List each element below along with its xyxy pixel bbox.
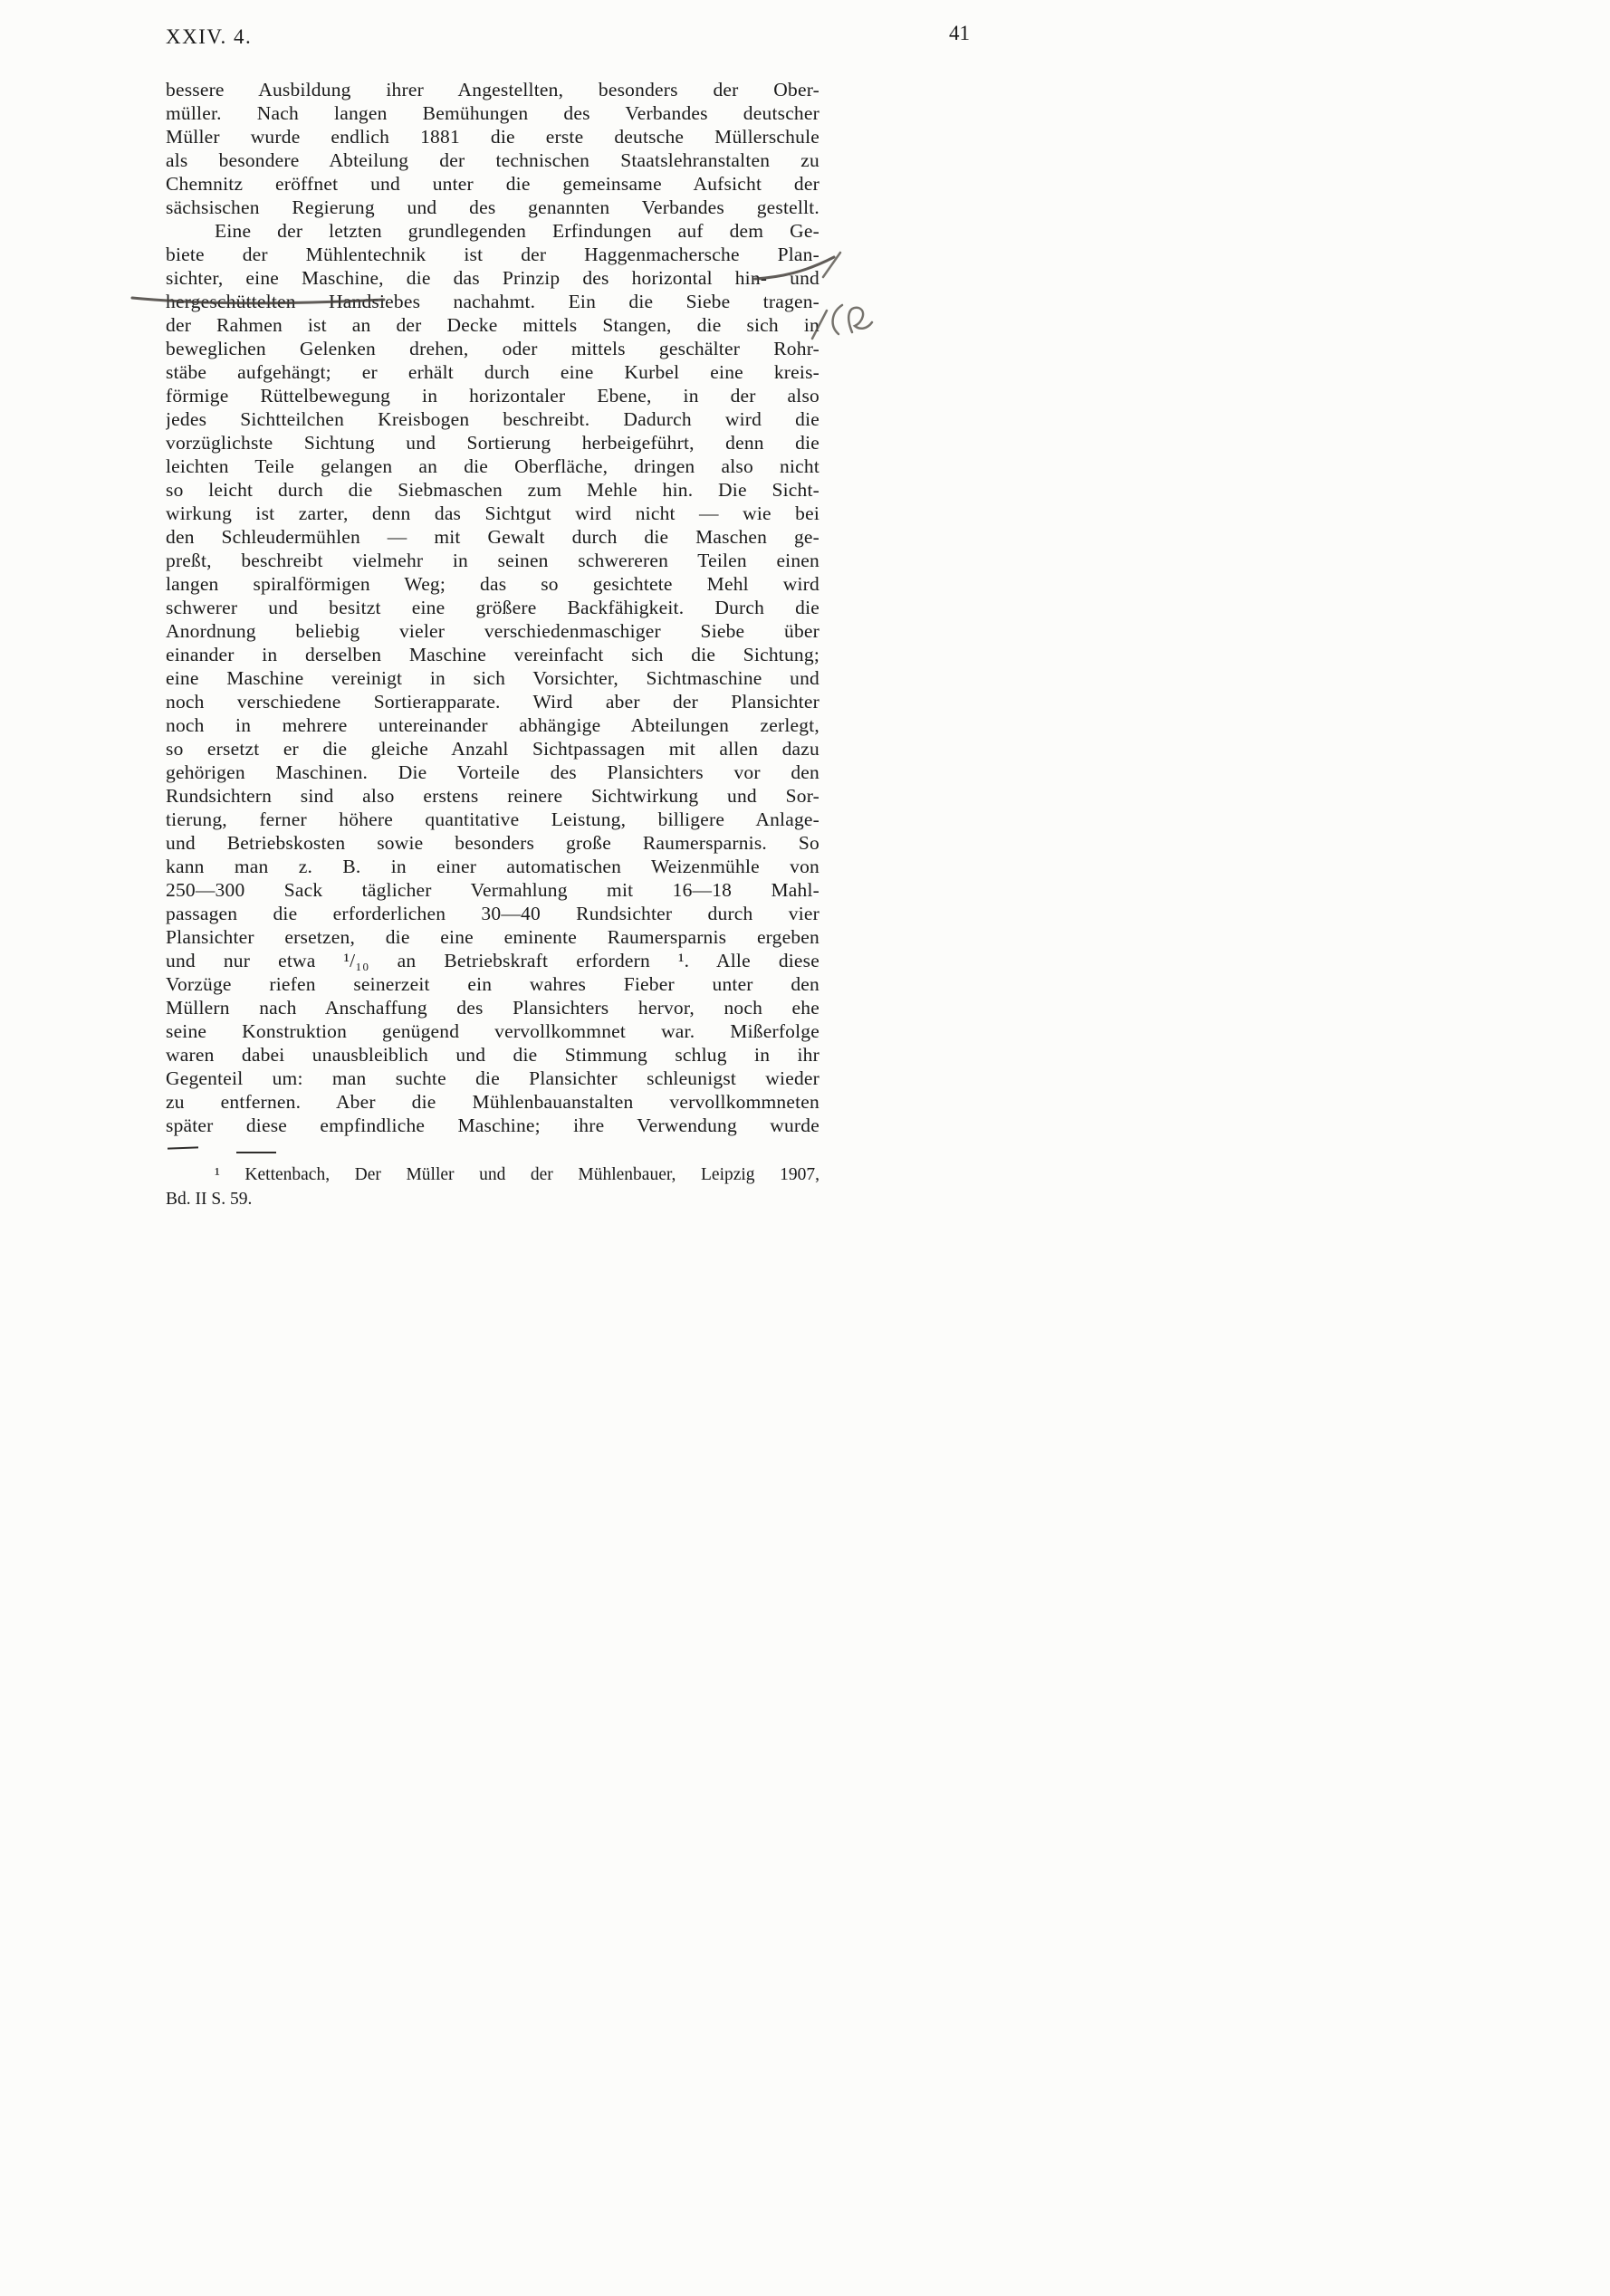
footnote-separator-rule	[168, 1146, 198, 1149]
text-line: schwerer und besitzt eine größere Backfähigkeit. Durch die	[166, 597, 819, 618]
text-line: noch verschiedene Sortierapparate. Wird aber der Plansichter	[166, 691, 819, 713]
text-line: beweglichen Gelenken drehen, oder mittels geschälter Rohr-	[166, 338, 819, 359]
text-line: so leicht durch die Siebmaschen zum Mehle hin. Die Sicht-	[166, 479, 819, 501]
text-line: bessere Ausbildung ihrer Angestellten, besonders der Ober-	[166, 79, 819, 100]
text-line: Chemnitz eröffnet und unter die gemeinsame Aufsicht der	[166, 173, 819, 195]
text-line: biete der Mühlentechnik ist der Haggenmachersche Plan-	[166, 244, 819, 265]
text-line: Rundsichtern sind also erstens reinere Sichtwirkung und Sor-	[166, 785, 819, 807]
text-line: 250—300 Sack täglicher Vermahlung mit 16—18 Mahl-	[166, 879, 819, 901]
text-line: tierung, ferner höhere quantitative Leistung, billigere Anlage-	[166, 808, 819, 830]
text-line: preßt, beschreibt vielmehr in seinen schwereren Teilen einen	[166, 550, 819, 571]
text-line: der Rahmen ist an der Decke mittels Stangen, die sich in	[166, 314, 819, 336]
text-line: seine Konstruktion genügend vervollkommnet war. Mißerfolge	[166, 1020, 819, 1042]
footnote-line: ¹ Kettenbach, Der Müller und der Mühlenbauer, Leipzig 1907,	[215, 1165, 819, 1184]
text-line: Anordnung beliebig vieler verschiedenmaschiger Siebe über	[166, 620, 819, 642]
text-line: Plansichter ersetzen, die eine eminente Raumersparnis ergeben	[166, 926, 819, 948]
text-line: förmige Rüttelbewegung in horizontaler Ebene, in der also	[166, 385, 819, 407]
text-line: später diese empfindliche Maschine; ihre Verwendung wurde	[166, 1115, 819, 1136]
text-line: den Schleudermühlen — mit Gewalt durch die Maschen ge-	[166, 526, 819, 548]
running-header: XXIV. 4.	[166, 25, 253, 48]
text-line: Müller wurde endlich 1881 die erste deutsche Müllerschule	[166, 126, 819, 148]
text-line: gehörigen Maschinen. Die Vorteile des Plansichters vor den	[166, 761, 819, 783]
text-line: noch in mehrere untereinander abhängige Abteilungen zerlegt,	[166, 714, 819, 736]
page-number: 41	[949, 22, 970, 44]
body-text	[166, 78, 819, 1137]
text-line: langen spiralförmigen Weg; das so gesichtete Mehl wird	[166, 573, 819, 595]
text-line: waren dabei unausbleiblich und die Stimmung schlug in ihr	[166, 1044, 819, 1066]
text-line: und Betriebskosten sowie besonders große Raumersparnis. So	[166, 832, 819, 854]
pencil-margin-scribble-mark	[848, 308, 872, 332]
text-line: passagen die erforderlichen 30—40 Rundsichter durch vier	[166, 903, 819, 924]
text-line: eine Maschine vereinigt in sich Vorsichter, Sichtmaschine und	[166, 667, 819, 689]
text-line: sächsischen Regierung und des genannten Verbandes gestellt.	[166, 196, 819, 218]
text-line: kann man z. B. in einer automatischen Weizenmühle von	[166, 856, 819, 877]
footnote-separator-rule	[236, 1152, 276, 1153]
text-line: vorzüglichste Sichtung und Sortierung herbeigeführt, denn die	[166, 432, 819, 454]
text-line: Müllern nach Anschaffung des Plansichters hervor, noch ehe	[166, 997, 819, 1019]
footnote-line: Bd. II S. 59.	[166, 1190, 253, 1209]
text-line: hergeschüttelten Handsiebes nachahmt. Ein die Siebe tragen-	[166, 291, 819, 312]
text-line: sichter, eine Maschine, die das Prinzip des horizontal hin- und	[166, 267, 819, 289]
pencil-margin-scribble-mark	[833, 305, 842, 334]
text-line: stäbe aufgehängt; er erhält durch eine Kurbel eine kreis-	[166, 361, 819, 383]
pencil-margin-slash-mark	[823, 253, 840, 277]
text-line: Eine der letzten grundlegenden Erfindungen auf dem Ge-	[215, 220, 819, 242]
text-line: wirkung ist zarter, denn das Sichtgut wird nicht — wie bei	[166, 502, 819, 524]
text-line: als besondere Abteilung der technischen Staatslehranstalten zu	[166, 149, 819, 171]
text-line: einander in derselben Maschine vereinfacht sich die Sichtung;	[166, 644, 819, 665]
text-line: müller. Nach langen Bemühungen des Verbandes deutscher	[166, 102, 819, 124]
text-line: jedes Sichtteilchen Kreisbogen beschreibt. Dadurch wird die	[166, 408, 819, 430]
text-line: Vorzüge riefen seinerzeit ein wahres Fieber unter den	[166, 973, 819, 995]
footnote	[166, 1162, 819, 1211]
text-line: zu entfernen. Aber die Mühlenbauanstalten vervollkommneten	[166, 1091, 819, 1113]
text-line: leichten Teile gelangen an die Oberfläche, dringen also nicht	[166, 455, 819, 477]
text-line: und nur etwa ¹/₁₀ an Betriebskraft erfordern ¹. Alle diese	[166, 950, 819, 971]
text-line: Gegenteil um: man suchte die Plansichter schleunigst wieder	[166, 1067, 819, 1089]
text-line: so ersetzt er die gleiche Anzahl Sichtpassagen mit allen dazu	[166, 738, 819, 760]
